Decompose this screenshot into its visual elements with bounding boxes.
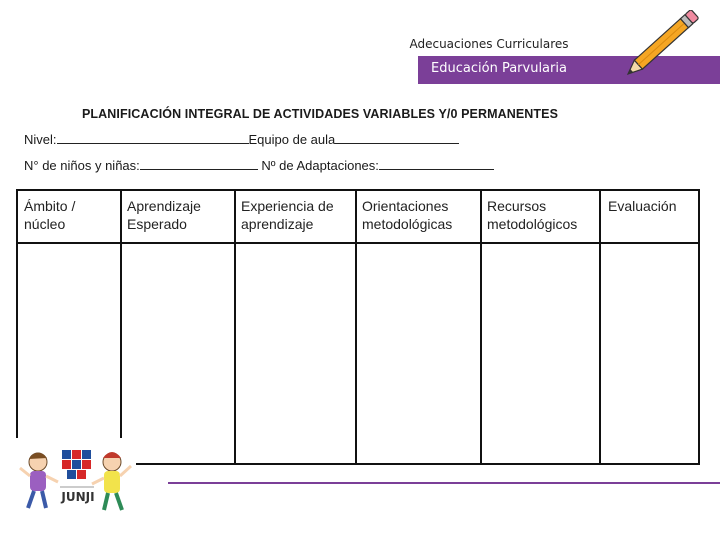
ninos-label: N° de niños y niñas: [24,158,140,173]
ninos-blank [140,157,258,170]
column-header-ambito: Ámbito / núcleo [24,198,76,232]
column-divider [480,191,482,463]
document-subtitle: Adecuaciones Curriculares [409,37,569,51]
planning-table [16,189,700,465]
column-header-experiencia: Experiencia de aprendizaje [241,198,334,232]
junji-logo [16,438,136,530]
form-title: PLANIFICACIÓN INTEGRAL DE ACTIVIDADES VARIABLES Y/0 PERMANENTES [82,107,559,121]
pencil-icon [620,10,700,82]
band-title: Educación Parvularia [431,61,567,76]
column-divider [355,191,357,463]
header-band-white-section [0,56,418,84]
column-header-orientaciones: Orientaciones metodológicas [362,198,453,232]
nivel-blank [57,131,249,144]
adaptaciones-blank [379,157,494,170]
column-divider [120,191,122,463]
adaptaciones-label: Nº de Adaptaciones: [261,158,379,173]
column-header-aprendizaje: Aprendizaje Esperado [127,198,201,232]
column-header-evaluacion: Evaluación [608,198,677,214]
nivel-equipo-line [24,131,459,147]
column-divider [599,191,601,463]
equipo-label: Equipo de aula [248,132,336,147]
column-header-recursos: Recursos metodológicos [487,198,578,232]
ninos-adaptaciones-line [24,157,494,173]
footer-accent-line [168,482,720,484]
nivel-label: Nivel: [24,132,57,147]
junji-logo-graphic [16,438,136,530]
equipo-blank [335,131,459,144]
column-divider [234,191,236,463]
logo-wordmark: JUNJI [61,490,95,504]
